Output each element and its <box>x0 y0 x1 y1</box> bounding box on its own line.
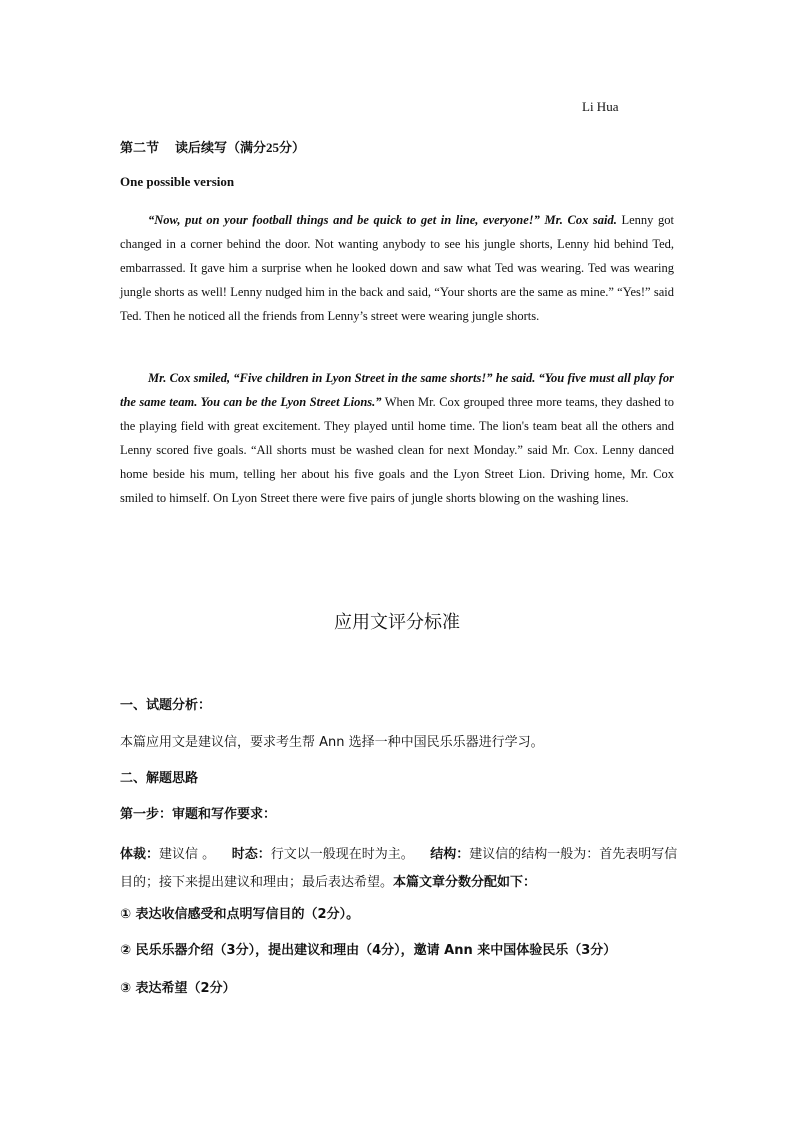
paragraph1-lead: “Now, put on your football things and be quick to get in line, everyone!” Mr. Cox said. <box>148 213 617 227</box>
rubric-heading-analysis: 一、试题分析： <box>120 698 212 713</box>
paragraph2-body: When Mr. Cox grouped three more teams, they dashed to the playing field with great excitement. They played until home time. The lion's team beat all the others and Lenny scored five goals. “All shorts must be washed clean for next Monday.” said Mr. Cox. Lenny danced home beside his mum, telling her about his five goals and the Lyon Street Lion. Driving home, Mr. Cox smiled to himself. On Lyon Street there were five pairs of jungle shorts blowing on the washing lines. <box>120 395 674 505</box>
rubric-step1: 第一步：审题和写作要求： <box>120 807 277 822</box>
section-heading <box>120 137 305 156</box>
score-note: 本篇文章分数分配如下： <box>393 875 537 890</box>
genre-value: 建议信 。 <box>159 847 216 862</box>
structure-label: 结构： <box>430 847 470 862</box>
structure-value: 建议信的结构一般为：首先表明写信目的；接下来提出建议和理由；最后表达希望。 <box>120 847 678 890</box>
paragraph2-lead: Mr. Cox smiled, “Five children in Lyon Street in the same shorts!” he said. “You five must all play for the same team. You can be the Lyon Street Lions.” <box>120 371 674 409</box>
signature: Li Hua <box>582 99 619 114</box>
rubric-item-1: ① 表达收信感受和点明写信目的（2分）。 <box>120 907 360 922</box>
rubric-heading-approach: 二、解题思路 <box>120 771 199 786</box>
rubric-requirements <box>120 841 680 897</box>
rubric-item-2: ② 民乐乐器介绍（3分），提出建议和理由（4分），邀请 Ann 来中国体验民乐（3分） <box>120 943 617 958</box>
genre-label: 体裁： <box>120 847 160 862</box>
model-paragraph-1 <box>120 208 674 328</box>
version-label: One possible version <box>120 174 235 189</box>
rubric-analysis-text: 本篇应用文是建议信，要求考生帮 Ann 选择一种中国民乐乐器进行学习。 <box>120 735 544 750</box>
tense-value: 行文以一般现在时为主。 <box>270 847 414 862</box>
tense-label: 时态： <box>231 847 271 862</box>
section-number: 第二节 <box>120 140 160 155</box>
rubric-title: 应用文评分标准 <box>334 612 460 633</box>
section-title: 读后续写（满分25分） <box>175 140 306 155</box>
model-paragraph-2 <box>120 366 674 510</box>
rubric-item-3: ③ 表达希望（2分） <box>120 981 236 996</box>
paragraph1-body: Lenny got changed in a corner behind the door. Not wanting anybody to see his jungle shorts, Lenny hid behind Ted, embarrassed. It gave him a surprise when he looked down and saw what Ted was wearing. Ted was wearing jungle shorts as well! Lenny nudged him in the back and said, “Your shorts are the same as mine.” “Yes!” said Ted. Then he noticed all the friends from Lenny’s street were wearing jungle shorts. <box>120 213 674 323</box>
